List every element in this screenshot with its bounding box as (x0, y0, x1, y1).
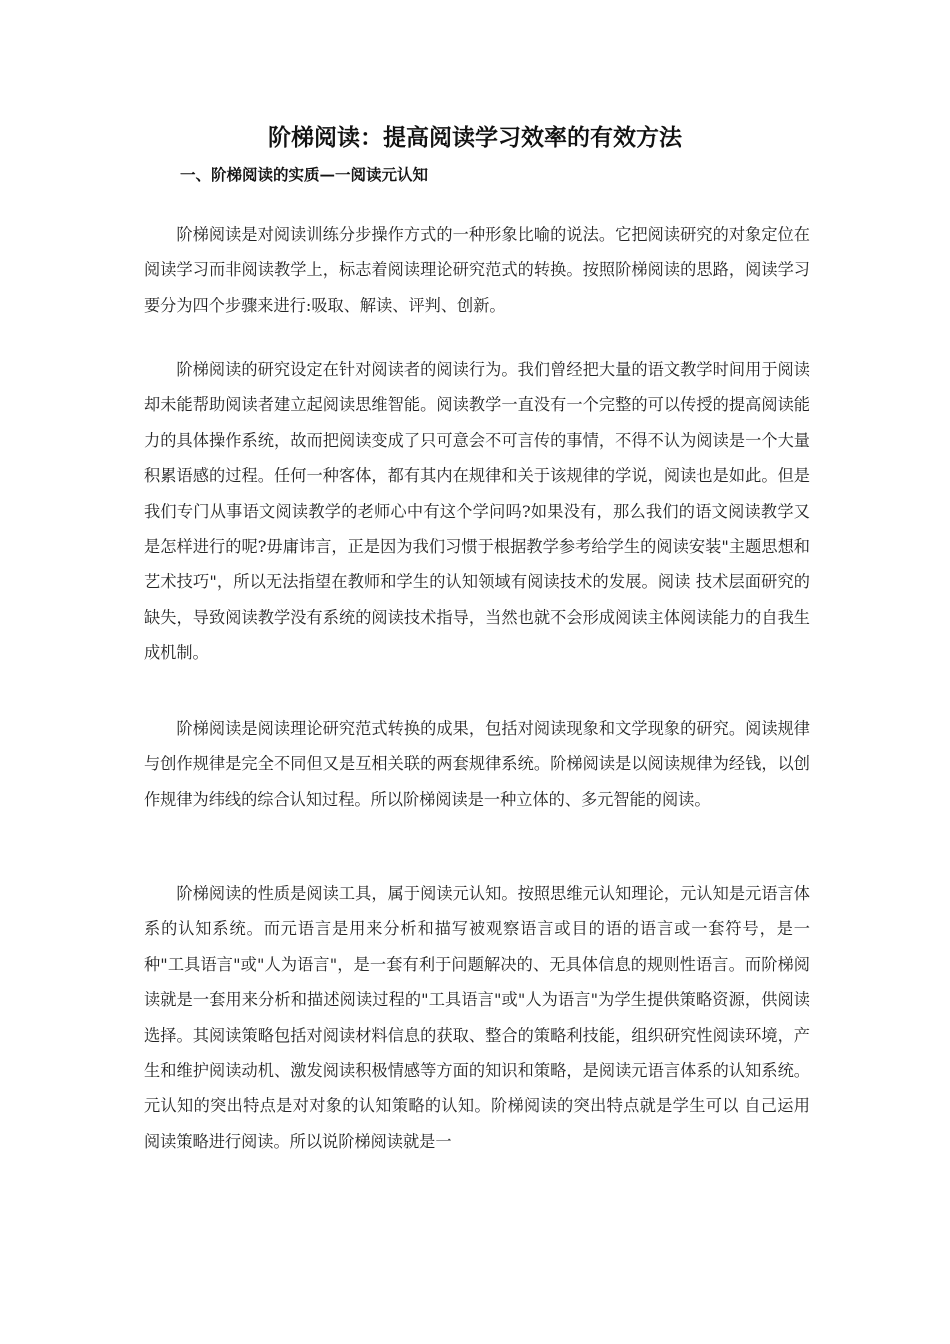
document-title: 阶梯阅读：提高阅读学习效率的有效方法 (268, 124, 682, 151)
paragraph-1: 阶梯阅读是对阅读训练分步操作方式的一种形象比喻的说法。它把阅读研究的对象定位在阅读学习而非阅读教学上，标志着阅读理论研究范式的转换。按照阶梯阅读的思路，阅读学习要分为四个步骤来进行:吸取、解读、评判、创新。 (144, 225, 810, 315)
paragraph-3: 阶梯阅读是阅读理论研究范式转换的成果，包括对阅读现象和文学现象的研究。阅读规律与创作规律是完全不同但又是互相关联的两套规律系统。阶梯阅读是以阅读规律为经钱，以创作规律为纬线的综合认知过程。所以阶梯阅读是一种立体的、多元智能的阅读。 (144, 719, 810, 809)
paragraph-2: 阶梯阅读的研究设定在针对阅读者的阅读行为。我们曾经把大量的语文教学时间用于阅读却未能帮助阅读者建立起阅读思维智能。阅读教学一直没有一个完整的可以传授的提高阅读能力的具体操作系统，故而把阅读变成了只可意会不可言传的事情，不得不认为阅读是一个大量积累语感的过程。任何一种客体，都有其内在规律和关于该规律的学说，阅读也是如此。但是我们专门从事语文阅读教学的老师心中有这个学问吗?如果没有，那么我们的语文阅读教学又是怎样进行的呢?毋庸讳言，正是因为我们习惯于根据教学参考给学生的阅读安装"主题思想和艺术技巧"，所以无法指望在教师和学生的认知领域有阅读技术的发展。阅读 技术层面研究的缺失，导致阅读教学没有系统的阅读技术指导，当然也就不会形成阅读主体阅读能力的自我生成机制。 (144, 360, 810, 663)
section-heading: 一、阶梯阅读的实质—一阅读元认知 (180, 165, 429, 184)
paragraph-4: 阶梯阅读的性质是阅读工具，属于阅读元认知。按照思维元认知理论，元认知是元语言体系的认知系统。而元语言是用来分析和描写被观察语言或目的语的语言或一套符号，是一种"工具语言"或"人为语言"，是一套有利于问题解决的、无具体信息的规则性语言。而阶梯阅读就是一套用来分析和描述阅读过程的"工具语言"或"人为语言"为学生提供策略资源，供阅读选择。其阅读策略包括对阅读材料信息的获取、整合的策略利技能，组织研究性阅读环境，产生和维护阅读动机、激发阅读积极情感等方面的知识和策略，是阅读元语言体系的认知系统。元认知的突出特点是对对象的认知策略的认知。阶梯阅读的突出特点就是学生可以 自己运用阅读策略进行阅读。所以说阶梯阅读就是一 (144, 884, 810, 1151)
